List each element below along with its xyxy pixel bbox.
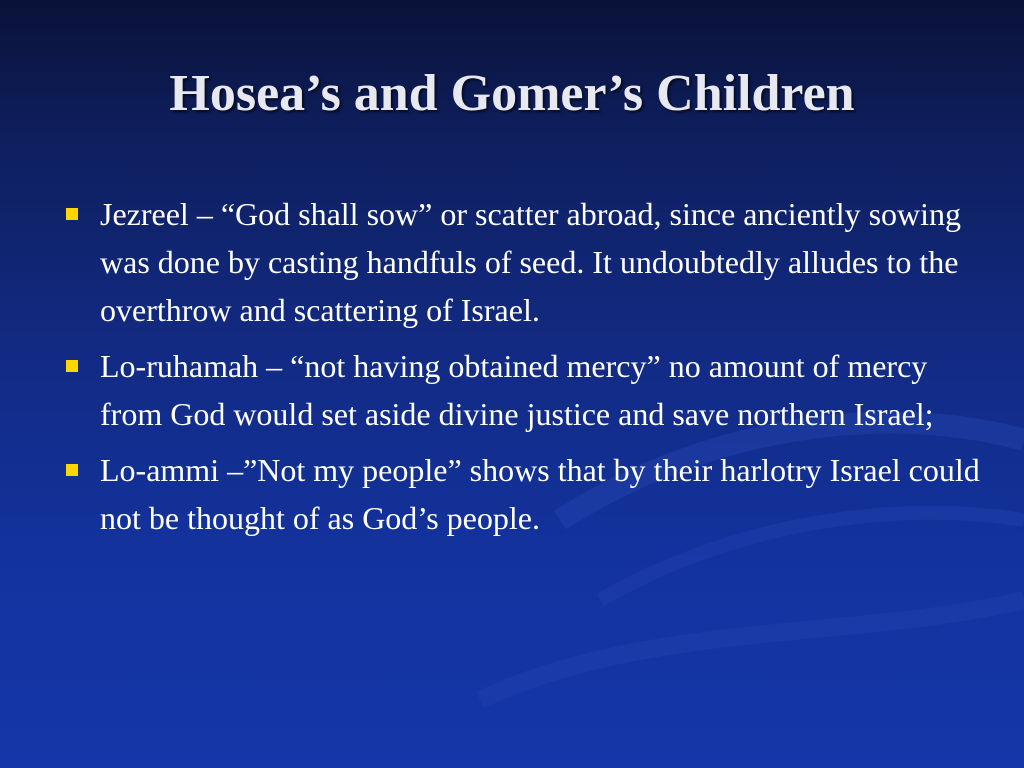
bullet-list: [60, 190, 980, 550]
slide-title: Hosea’s and Gomer’s Children: [169, 65, 855, 122]
bullet-item-lo-ammi: [60, 446, 980, 542]
square-bullet-icon: [66, 208, 78, 220]
bullet-text: Jezreel – “God shall sow” or scatter abroad, since anciently sowing was done by casting handfuls of seed. It undoubtedly alludes to the overthrow and scattering of Israel.: [100, 196, 962, 328]
bullet-text: Lo-ruhamah – “not having obtained mercy” no amount of mercy from God would set aside divine justice and save northern Israel;: [100, 348, 934, 432]
bullet-item-lo-ruhamah: [60, 342, 980, 438]
bullet-item-jezreel: [60, 190, 980, 334]
square-bullet-icon: [66, 360, 78, 372]
square-bullet-icon: [66, 464, 78, 476]
bullet-text: Lo-ammi –”Not my people” shows that by their harlotry Israel could not be thought of as God’s people.: [100, 452, 980, 536]
